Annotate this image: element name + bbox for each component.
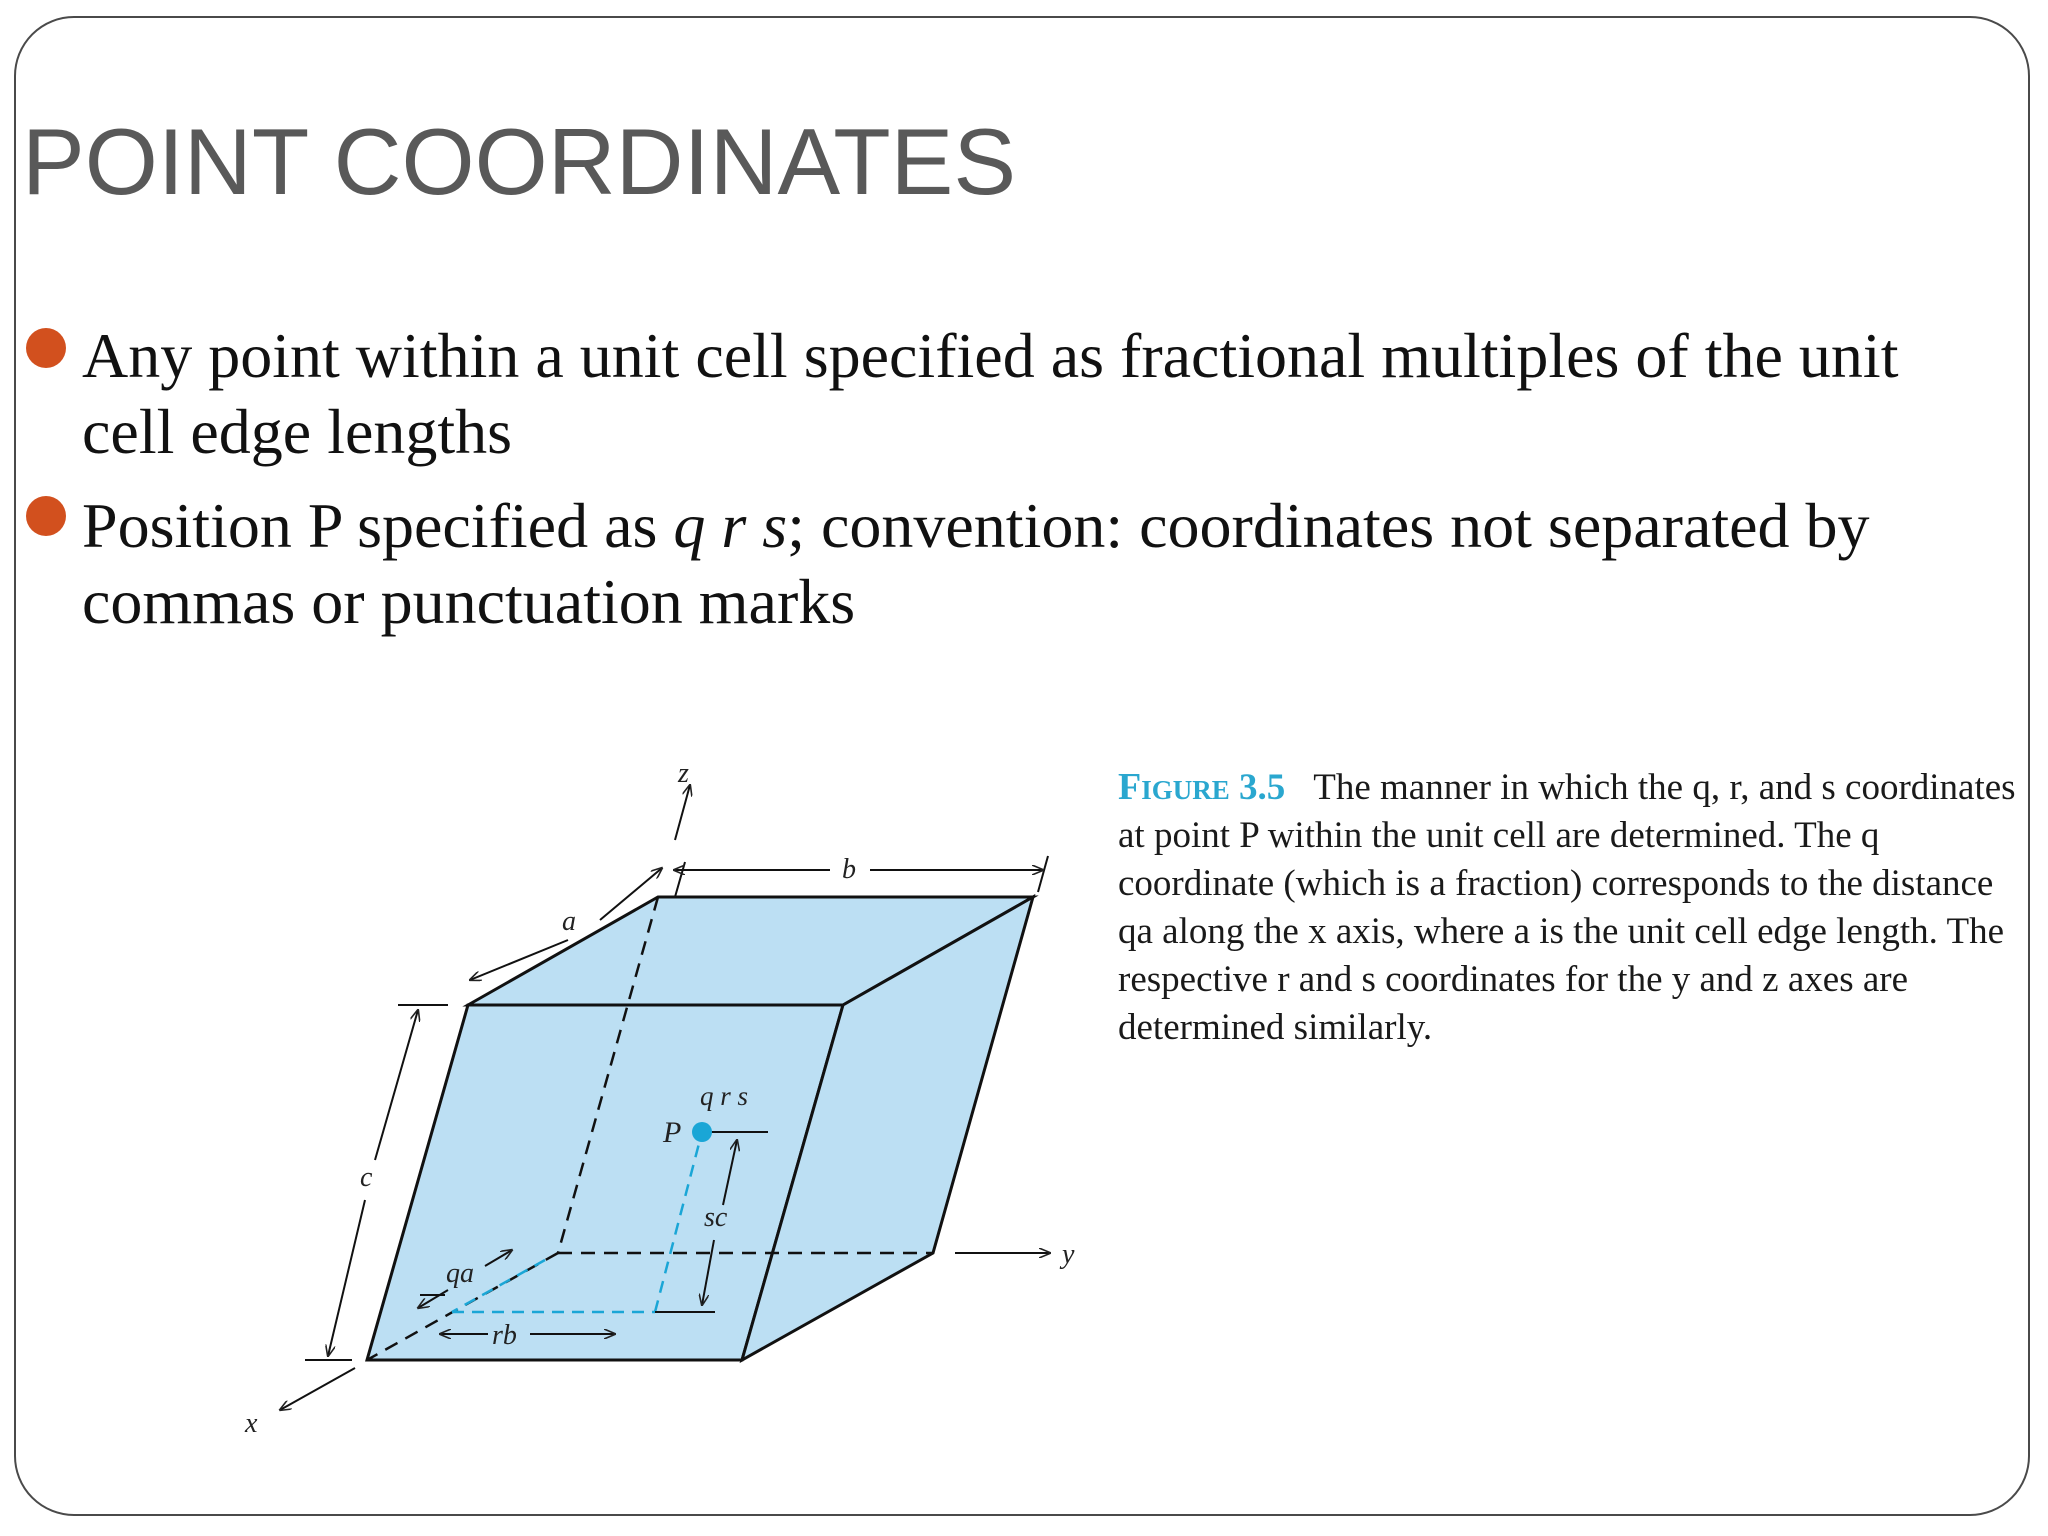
z-axis-label: z: [678, 760, 689, 789]
figure-caption-number: 3.5: [1238, 767, 1286, 808]
sc-label: sc: [704, 1202, 728, 1233]
a-dim-label: a: [562, 906, 576, 937]
b-dim-left-tick: [675, 862, 685, 897]
y-axis-label: y: [1062, 1239, 1075, 1270]
x-axis-label: x: [245, 1408, 258, 1439]
bullet-2-italic-qrs: q r s: [673, 490, 788, 561]
qrs-label: q r s: [700, 1081, 749, 1111]
bullet-1-text: Any point within a unit cell specified as fractional multiples of the unit cell edge lengths: [82, 320, 1899, 467]
bullet-2-text: [82, 488, 1982, 640]
slide-title: POINT COORDINATES: [22, 109, 1017, 214]
c-dim-label: c: [360, 1162, 373, 1193]
bullet-2-text-after: ; convention: coordinates not separated by commas or punctuation marks: [82, 490, 1870, 637]
b-dim-right-tick: [1038, 856, 1048, 892]
point-p-marker: [692, 1122, 712, 1142]
qa-label: qa: [446, 1258, 474, 1289]
z-axis: [675, 785, 690, 840]
c-dim-arrow-up: [375, 1010, 418, 1160]
bullet-2-text-before: Position P specified as: [82, 490, 674, 561]
bullet-dot-2: [26, 496, 66, 536]
figure-caption-text: The manner in which the q, r, and s coordinates at point P within the unit cell are determined. The q coordinate (which is a fraction) corresponds to the distance qa along the x axis, where a is the unit cell edge length. The respective r and s coordinates for the y and z axes are determined similarly.: [1118, 767, 2016, 1048]
unit-cell-figure: [230, 760, 1090, 1460]
c-dim-arrow-down: [328, 1200, 365, 1356]
figure-caption: [1118, 763, 2018, 1052]
point-p-label: P: [663, 1116, 682, 1149]
figure-caption-label: Figure: [1118, 766, 1230, 808]
x-axis: [280, 1368, 355, 1410]
bullet-dot-1: [26, 328, 66, 368]
rb-label: rb: [492, 1320, 517, 1351]
b-dim-label: b: [842, 854, 856, 885]
